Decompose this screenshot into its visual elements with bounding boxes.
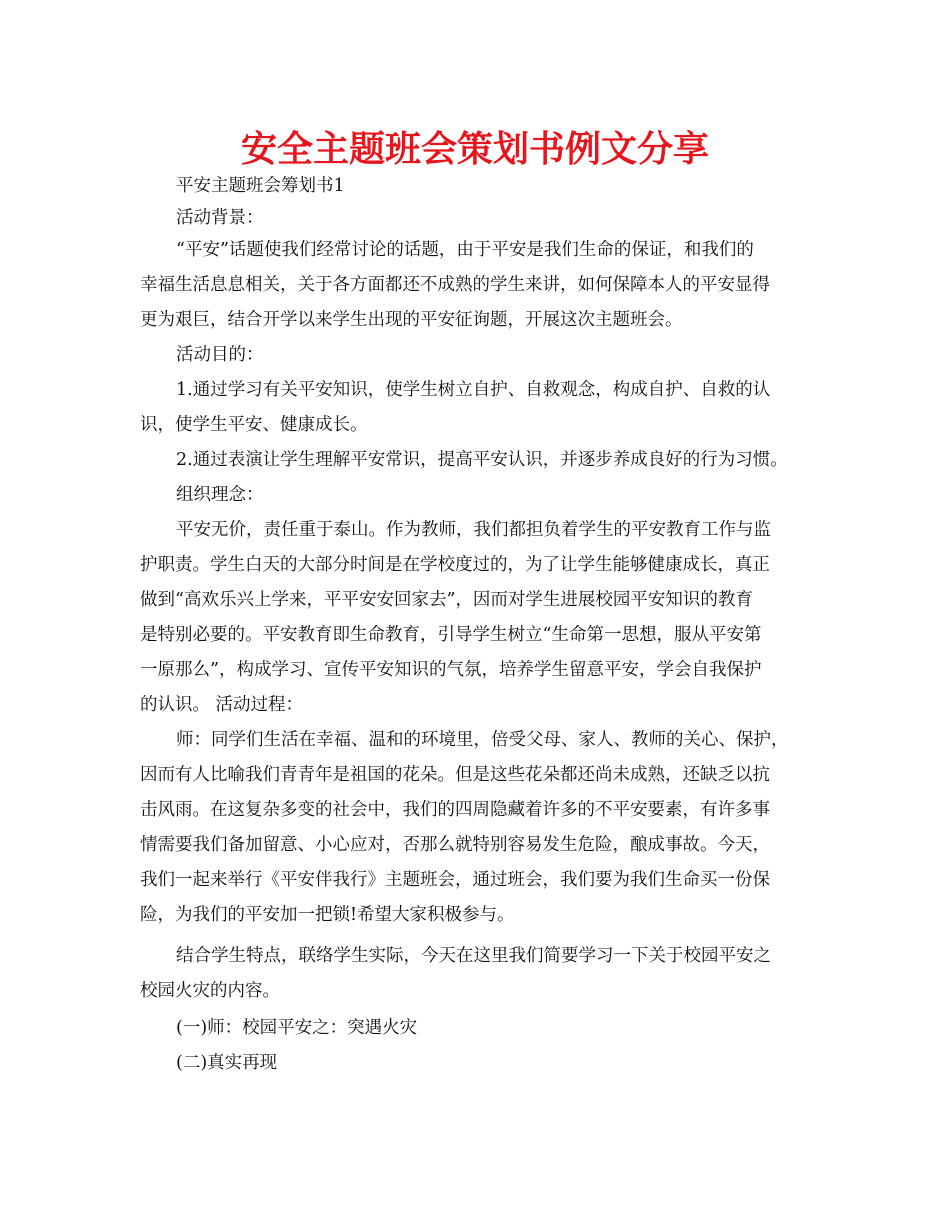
paragraph-line: “平安”话题使我们经常讨论的话题，由于平安是我们生命的保证，和我们的 <box>176 240 754 260</box>
section-heading-goal: 活动目的： <box>176 345 264 365</box>
paragraph-line: 结合学生特点，联络学生实际，今天在这里我们简要学习一下关于校园平安之 <box>176 946 771 966</box>
paragraph-line: 平安无价，责任重于泰山。作为教师，我们都担负着学生的平安教育工作与监 <box>176 520 771 540</box>
paragraph-line: 的认识。 活动过程： <box>140 695 304 715</box>
paragraph-line: 击风雨。在这复杂多变的社会中，我们的四周隐藏着许多的不平安要素，有许多事 <box>140 800 770 820</box>
paragraph-line: 是特别必要的。平安教育即生命教育，引导学生树立“生命第一思想，服从平安第 <box>140 625 762 645</box>
paragraph-line: 一原那么”，构成学习、宣传平安知识的气氛，培养学生留意平安，学会自我保护 <box>140 660 762 680</box>
paragraph-line: 师：同学们生活在幸福、温和的环境里，倍受父母、家人、教师的关心、保护， <box>176 730 789 750</box>
plan-subtitle: 平安主题班会筹划书1 <box>176 176 345 196</box>
paragraph-line: 我们一起来举行《平安伴我行》主题班会，通过班会，我们要为我们生命买一份保 <box>140 870 770 890</box>
paragraph-line: 校园火灾的内容。 <box>140 981 280 1001</box>
subsection-heading-2: (二)真实再现 <box>176 1053 278 1073</box>
section-heading-concept: 组织理念： <box>176 485 264 505</box>
paragraph-line: 识，使学生平安、健康成长。 <box>140 415 368 435</box>
paragraph-line: 护职责。学生白天的大部分时间是在学校度过的，为了让学生能够健康成长，真正 <box>140 555 770 575</box>
paragraph-line: 做到“高欢乐兴上学来，平平安安回家去”，因而对学生进展校园平安知识的教育 <box>140 590 753 610</box>
paragraph-line: 更为艰巨，结合开学以来学生出现的平安征询题，开展这次主题班会。 <box>140 310 683 330</box>
paragraph-line: 幸福生活息息相关，关于各方面都还不成熟的学生来讲，如何保障本人的平安显得 <box>140 275 770 295</box>
paragraph-line: 2.通过表演让学生理解平安常识，提高平安认识，并逐步养成良好的行为习惯。 <box>176 450 788 470</box>
section-heading-background: 活动背景： <box>176 208 264 228</box>
paragraph-line: 险，为我们的平安加一把锁!希望大家积极参与。 <box>140 905 515 925</box>
subsection-heading-1: (一)师：校园平安之：突遇火灾 <box>176 1018 418 1038</box>
paragraph-line: 1.通过学习有关平安知识，使学生树立自护、自救观念，构成自护、自救的认 <box>176 380 771 400</box>
paragraph-line: 因而有人比喻我们青青年是祖国的花朵。但是这些花朵都还尚未成熟，还缺乏以抗 <box>140 765 770 785</box>
document-title: 安全主题班会策划书例文分享 <box>240 129 709 170</box>
paragraph-line: 情需要我们备加留意、小心应对，否那么就特别容易发生危险，酿成事故。今天， <box>140 835 770 855</box>
